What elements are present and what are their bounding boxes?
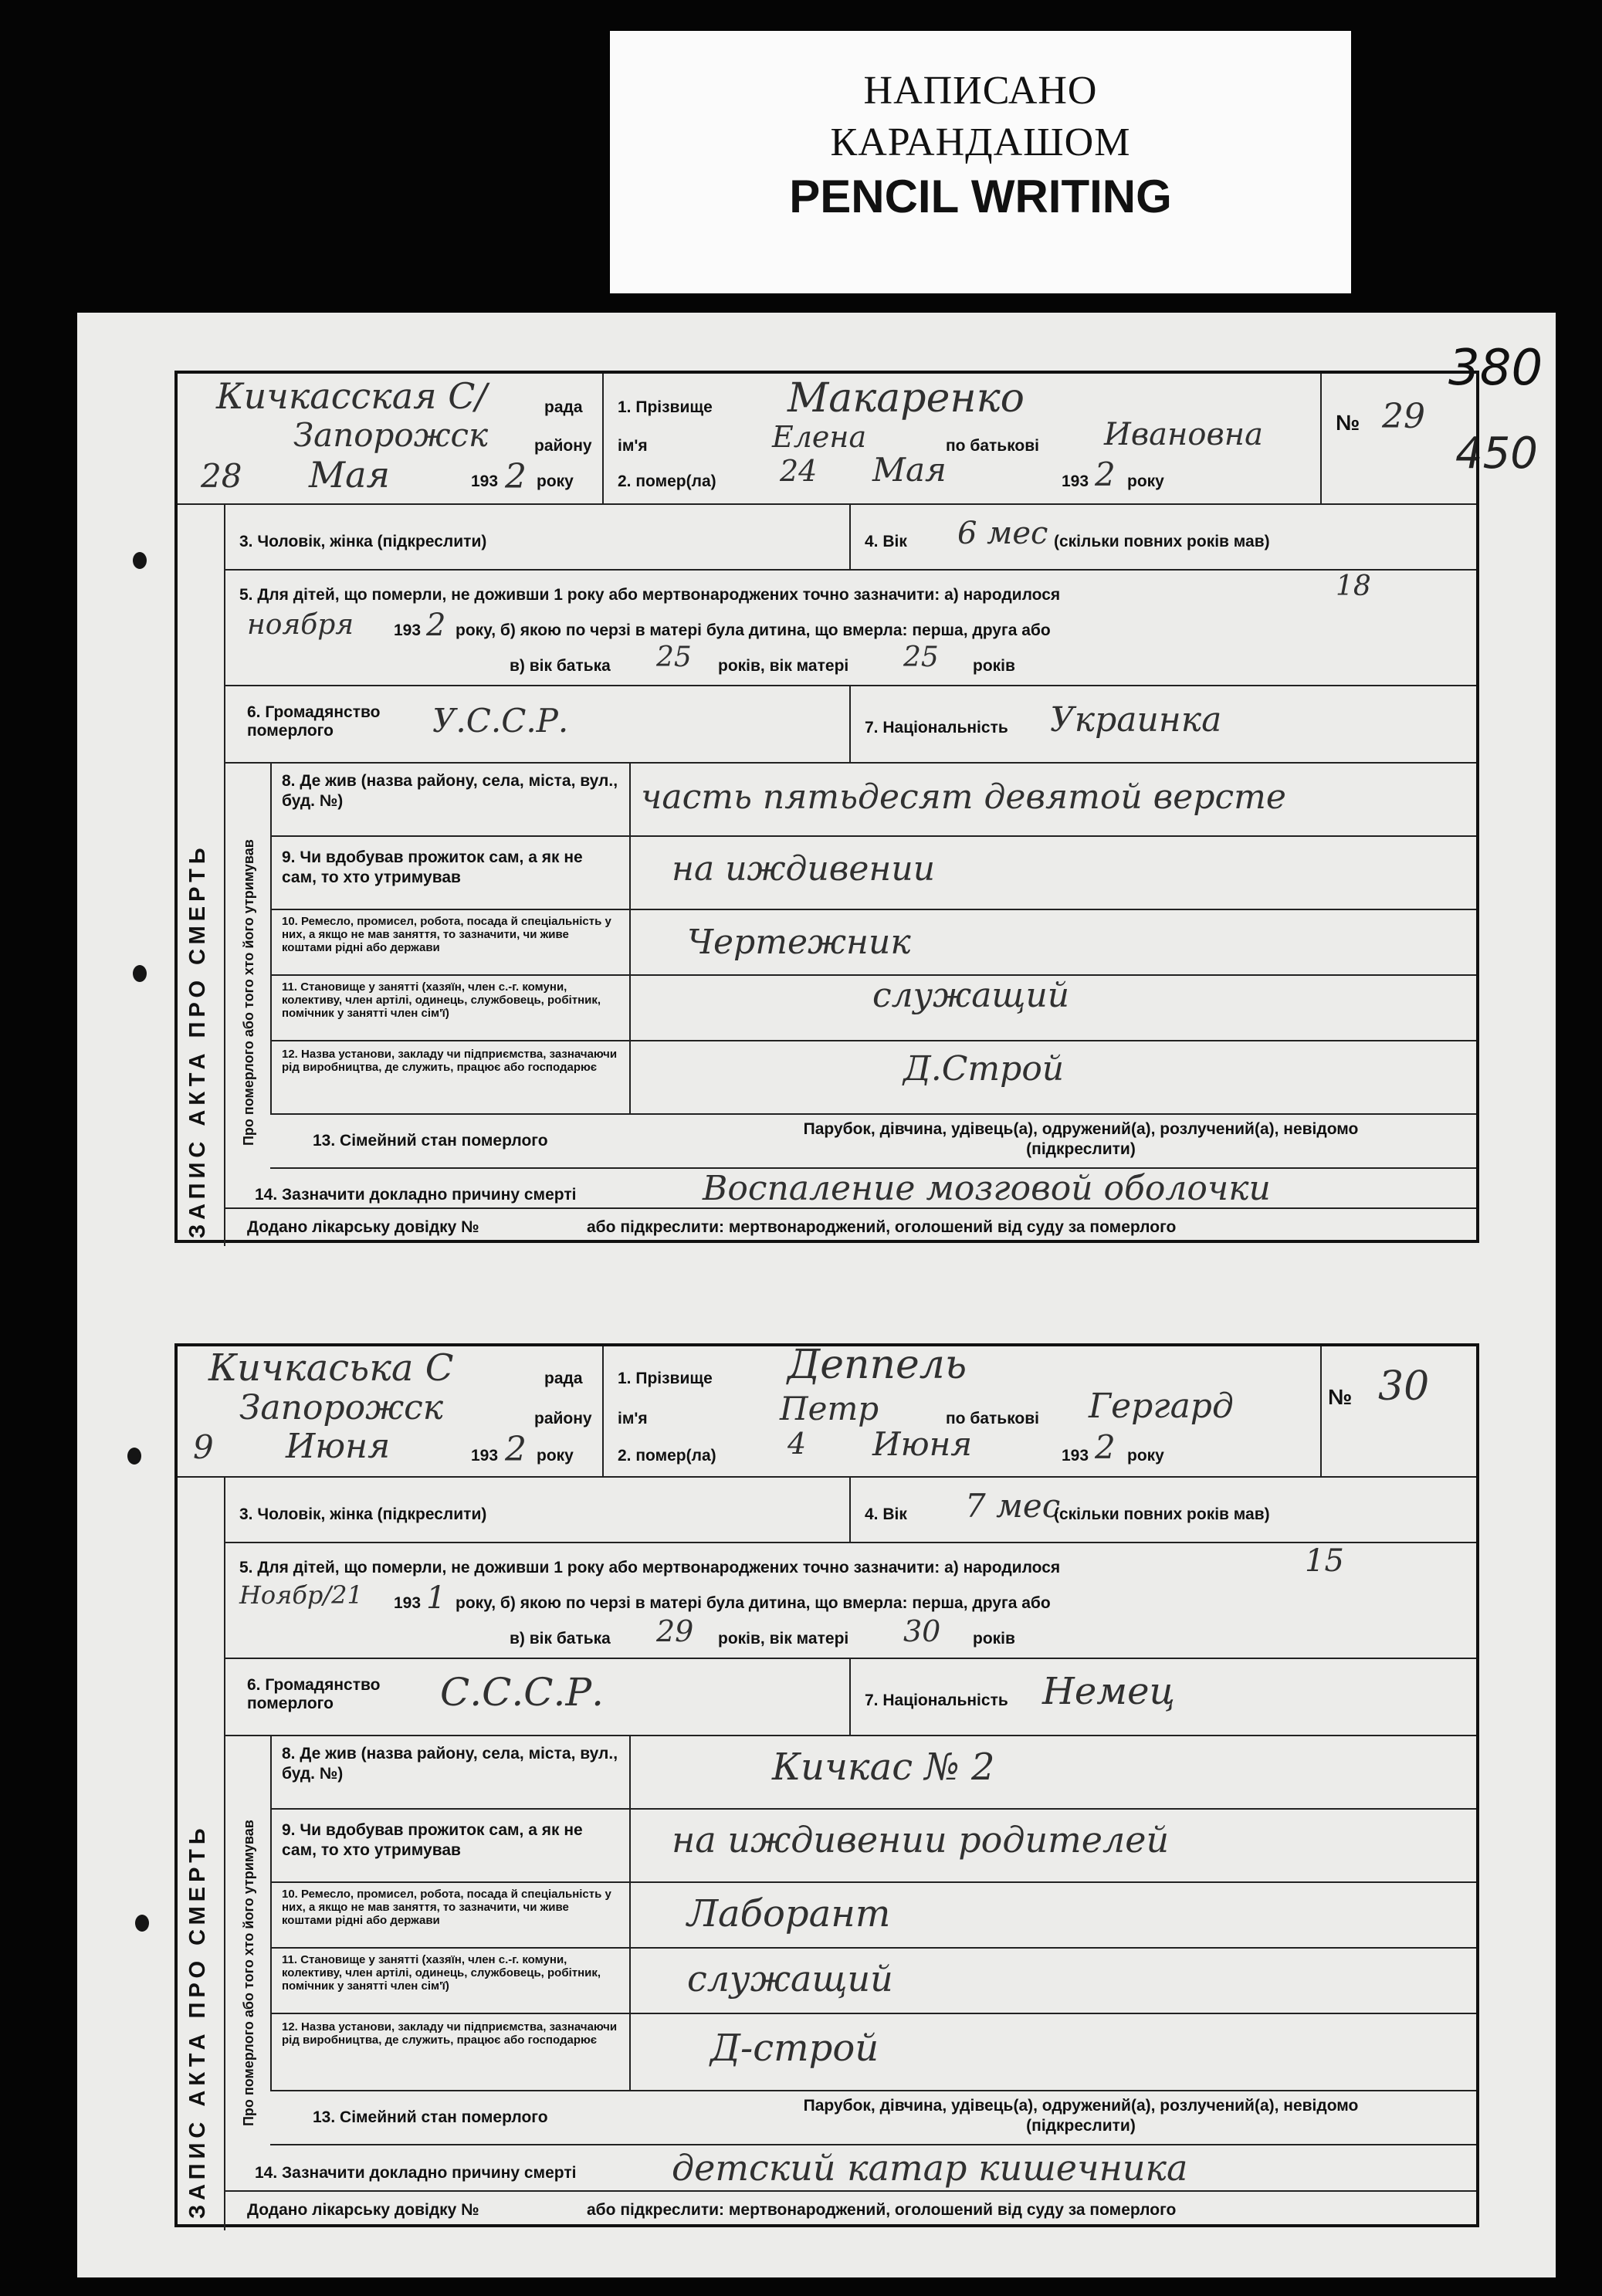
- date-day: 9: [193, 1428, 214, 1466]
- surname-label: 1. Прізвище: [618, 398, 713, 416]
- died-year: 2: [1095, 1428, 1116, 1466]
- position-row: [270, 1949, 1476, 2014]
- f8-value: часть пятьдесят девятой версте: [641, 777, 1286, 817]
- stamp-line-2: КАРАНДАШОМ: [830, 120, 1131, 164]
- side-title: ЗАПИС АКТА ПРО СМЕРТЬ: [185, 1824, 210, 2219]
- page-number: 380: [1448, 340, 1543, 397]
- f10-value: Лаборант: [687, 1892, 891, 1935]
- patronymic-label: по батькові: [946, 1410, 1039, 1427]
- f14-value: Воспаление мозговой оболочки: [703, 1169, 1271, 1208]
- citizenship-value: У.С.С.Р.: [432, 702, 569, 740]
- born-year-prefix: 193: [394, 1594, 422, 1612]
- mother-age-label: років, вік матері: [718, 657, 849, 675]
- date-day: 28: [201, 457, 242, 495]
- f10-value: Чертежник: [687, 923, 911, 962]
- born-year: 2: [426, 608, 446, 643]
- f11-value: служащий: [687, 1958, 893, 2000]
- born-month: ноября: [247, 609, 354, 641]
- children2-label: року, б) якою по черзі в матері була дитина, що вмерла: перша, друга або: [456, 1594, 1051, 1612]
- nationality-value: Немец: [1042, 1670, 1175, 1713]
- f10-label: 10. Ремесло, промисел, робота, посада й спеціальність у них, а якщо не мав заняття, то зазначити, чи живе коштами рідні або держави: [282, 1888, 611, 1927]
- children-label: 5. Для дітей, що померли, не доживши 1 року або мертвонароджених точно зазначити: а) народилося: [239, 1559, 1061, 1576]
- age-label: 4. Вік: [865, 1505, 907, 1523]
- name-label: ім'я: [618, 1410, 648, 1427]
- father-age: 29: [656, 1614, 694, 1648]
- died-month: Июня: [872, 1425, 973, 1463]
- employer-row: [270, 1041, 1476, 1115]
- surname-value: Деппель: [787, 1342, 967, 1388]
- side-subtitle: Про померлого або того хто його утримував: [241, 1820, 256, 2126]
- raion-value: Запорожск: [239, 1388, 444, 1427]
- died-roku-label: року: [1127, 472, 1164, 490]
- f10-label: 10. Ремесло, промисел, робота, посада й спеціальність у них, а якщо не мав заняття, то зазначити, чи живе коштами рідні або держави: [282, 915, 611, 954]
- patronymic-value: Гергард: [1089, 1387, 1234, 1426]
- citizenship-label: 6. Громадянство померлого: [247, 703, 381, 740]
- nationality-label: 7. Національність: [865, 719, 1008, 737]
- children2-label: року, б) якою по черзі в матері була дитина, що вмерла: перша, друга або: [456, 621, 1051, 639]
- f13-label: 13. Сімейний стан померлого: [313, 1132, 548, 1150]
- year-prefix: 193: [471, 1447, 499, 1465]
- sex-label: 3. Чоловік, жінка (підкреслити): [239, 533, 487, 550]
- died-roku-label: року: [1127, 1447, 1164, 1465]
- age-value: 7 мес: [965, 1487, 1061, 1525]
- rada-value: Кичкасская С/: [216, 375, 487, 417]
- f13-values: Парубок, дівчина, удівець(а), одружений(а), розлучений(а), невідомо (підкреслити): [803, 1120, 1359, 1158]
- father-age-label: в) вік батька: [510, 657, 611, 675]
- residence-row: [270, 764, 1476, 837]
- rada-label: рада: [544, 398, 583, 416]
- f14-value: детский катар кишечника: [672, 2147, 1188, 2189]
- f9-label: 9. Чи вдобував прожиток сам, а як не сам, то хто утримував: [282, 1821, 583, 1859]
- died-month: Мая: [872, 451, 947, 489]
- sex-label: 3. Чоловік, жінка (підкреслити): [239, 1505, 487, 1523]
- record-number: 30: [1378, 1363, 1430, 1410]
- died-year-prefix: 193: [1062, 472, 1089, 490]
- f13-label: 13. Сімейний стан померлого: [313, 2108, 548, 2126]
- born-day: 18: [1336, 571, 1371, 602]
- father-age: 25: [656, 642, 692, 673]
- stamp-line-3: PENCIL WRITING: [789, 171, 1172, 222]
- occupation-row: [270, 1883, 1476, 1949]
- date-month: Июня: [286, 1427, 391, 1466]
- f12-value: Д.Строй: [903, 1049, 1065, 1089]
- born-year-prefix: 193: [394, 621, 422, 639]
- livelihood-row: [270, 1810, 1476, 1883]
- livelihood-row: [270, 837, 1476, 910]
- sex-age-row: [224, 505, 1476, 571]
- date-month: Мая: [309, 454, 390, 496]
- record-header: [178, 374, 1476, 505]
- father-age-label: в) вік батька: [510, 1630, 611, 1647]
- age-value: 6 мес: [957, 516, 1048, 551]
- punch-hole: [133, 965, 147, 982]
- side-title: ЗАПИС АКТА ПРО СМЕРТЬ: [185, 843, 210, 1238]
- years-label: років: [973, 1630, 1015, 1647]
- name-value: Петр: [780, 1390, 879, 1427]
- side-subtitle: Про померлого або того хто його утримував: [241, 839, 256, 1146]
- f14-label: 14. Зазначити докладно причину смерті: [255, 1186, 577, 1204]
- punch-hole: [135, 1915, 149, 1932]
- pencil-writing-stamp: [610, 31, 1351, 293]
- f12-label: 12. Назва установи, закладу чи підприємства, зазначаючи рід виробництва, де служить, працює або господарює: [282, 1048, 618, 1074]
- nationality-label: 7. Національність: [865, 1692, 1008, 1709]
- f13-values: Парубок, дівчина, удівець(а), одружений(а), розлучений(а), невідомо (підкреслити): [803, 2097, 1359, 2135]
- died-year-prefix: 193: [1062, 1447, 1089, 1465]
- f15-label: Додано лікарську довідку №: [247, 1218, 479, 1236]
- roku-label: року: [537, 1447, 574, 1465]
- punch-hole: [133, 552, 147, 569]
- mother-age: 30: [903, 1614, 941, 1648]
- death-record-30: [174, 1343, 1479, 2227]
- marital-row: [270, 2091, 1476, 2145]
- died-year: 2: [1095, 455, 1116, 493]
- occupation-row: [270, 910, 1476, 976]
- date-year: 2: [505, 1430, 527, 1469]
- certificate-row: [224, 1207, 1476, 1243]
- age-suffix: (скільки повних років мав): [1054, 1505, 1270, 1523]
- patronymic-value: Ивановна: [1104, 417, 1263, 452]
- f12-label: 12. Назва установи, закладу чи підприємства, зазначаючи рід виробництва, де служить, працює або господарює: [282, 2020, 618, 2047]
- punch-hole: [127, 1448, 141, 1465]
- died-label: 2. помер(ла): [618, 472, 716, 490]
- employer-row: [270, 2014, 1476, 2091]
- record-number: 29: [1382, 397, 1425, 436]
- f9-value: на иждивении родителей: [672, 1819, 1170, 1861]
- mother-age-label: років, вік матері: [718, 1630, 849, 1647]
- rada-value: Кичкаська С: [208, 1346, 454, 1390]
- certificate-row: [224, 2190, 1476, 2226]
- f11-label: 11. Становище у занятті (хазяїн, член с.-г. комуни, колективу, член артілі, одинець, службовець, робітник, помічник у занятті член сім'ї): [282, 980, 601, 1020]
- date-year: 2: [505, 457, 527, 496]
- age-label: 4. Вік: [865, 533, 907, 550]
- born-day: 15: [1305, 1543, 1344, 1579]
- f15b-label: або підкреслити: мертвонароджений, оголошений від суду за померлого: [587, 2201, 1177, 2219]
- surname-value: Макаренко: [787, 375, 1025, 422]
- record-header: [178, 1342, 1476, 1478]
- sex-age-row: [224, 1478, 1476, 1543]
- age-suffix: (скільки повних років мав): [1054, 533, 1270, 550]
- death-record-29: [174, 371, 1479, 1243]
- f8-label: 8. Де жив (назва району, села, міста, вул., буд. №): [282, 772, 618, 810]
- f8-value: Кичкас № 2: [772, 1746, 995, 1789]
- f11-value: служащий: [872, 976, 1070, 1015]
- raion-value: Запорожск: [293, 416, 489, 454]
- born-year: 1: [426, 1580, 446, 1616]
- children-row: [224, 571, 1476, 686]
- stamp-line-1: НАПИСАНО: [863, 69, 1098, 113]
- patronymic-label: по батькові: [946, 437, 1039, 455]
- page-number-old: 450: [1455, 428, 1538, 479]
- citizenship-row: [224, 1659, 1476, 1736]
- children-row: [224, 1543, 1476, 1659]
- died-day: 24: [780, 454, 818, 488]
- name-label: ім'я: [618, 437, 648, 455]
- f15b-label: або підкреслити: мертвонароджений, оголошений від суду за померлого: [587, 1218, 1177, 1236]
- name-value: Елена: [772, 420, 867, 454]
- f9-value: на иждивении: [672, 849, 936, 889]
- rada-label: рада: [544, 1370, 583, 1387]
- born-month: Ноябр/21: [239, 1580, 363, 1610]
- f15-label: Додано лікарську довідку №: [247, 2201, 479, 2219]
- nationality-value: Украинка: [1050, 700, 1222, 740]
- years-label: років: [973, 657, 1015, 675]
- citizenship-value: С.С.С.Р.: [440, 1670, 604, 1715]
- citizenship-row: [224, 686, 1476, 764]
- surname-label: 1. Прізвище: [618, 1370, 713, 1387]
- f12-value: Д-строй: [710, 2027, 879, 2070]
- citizenship-label: 6. Громадянство померлого: [247, 1676, 381, 1712]
- died-label: 2. помер(ла): [618, 1447, 716, 1465]
- year-prefix: 193: [471, 472, 499, 490]
- f14-label: 14. Зазначити докладно причину смерті: [255, 2164, 577, 2182]
- raion-label: району: [534, 1410, 592, 1427]
- roku-label: року: [537, 472, 574, 490]
- children-label: 5. Для дітей, що померли, не доживши 1 року або мертвонароджених точно зазначити: а) народилося: [239, 586, 1061, 604]
- cause-row: [224, 2145, 1476, 2192]
- residence-row: [270, 1736, 1476, 1810]
- raion-label: району: [534, 437, 592, 455]
- number-label: №: [1336, 411, 1360, 435]
- f8-label: 8. Де жив (назва району, села, міста, вул., буд. №): [282, 1745, 618, 1783]
- f11-label: 11. Становище у занятті (хазяїн, член с.-г. комуни, колективу, член артілі, одинець, службовець, робітник, помічник у занятті член сім'ї): [282, 1953, 601, 1993]
- marital-row: [270, 1115, 1476, 1169]
- mother-age: 25: [903, 642, 939, 673]
- position-row: [270, 976, 1476, 1041]
- number-label: №: [1328, 1385, 1353, 1409]
- f9-label: 9. Чи вдобував прожиток сам, а як не сам, то хто утримував: [282, 848, 583, 886]
- died-day: 4: [787, 1427, 807, 1461]
